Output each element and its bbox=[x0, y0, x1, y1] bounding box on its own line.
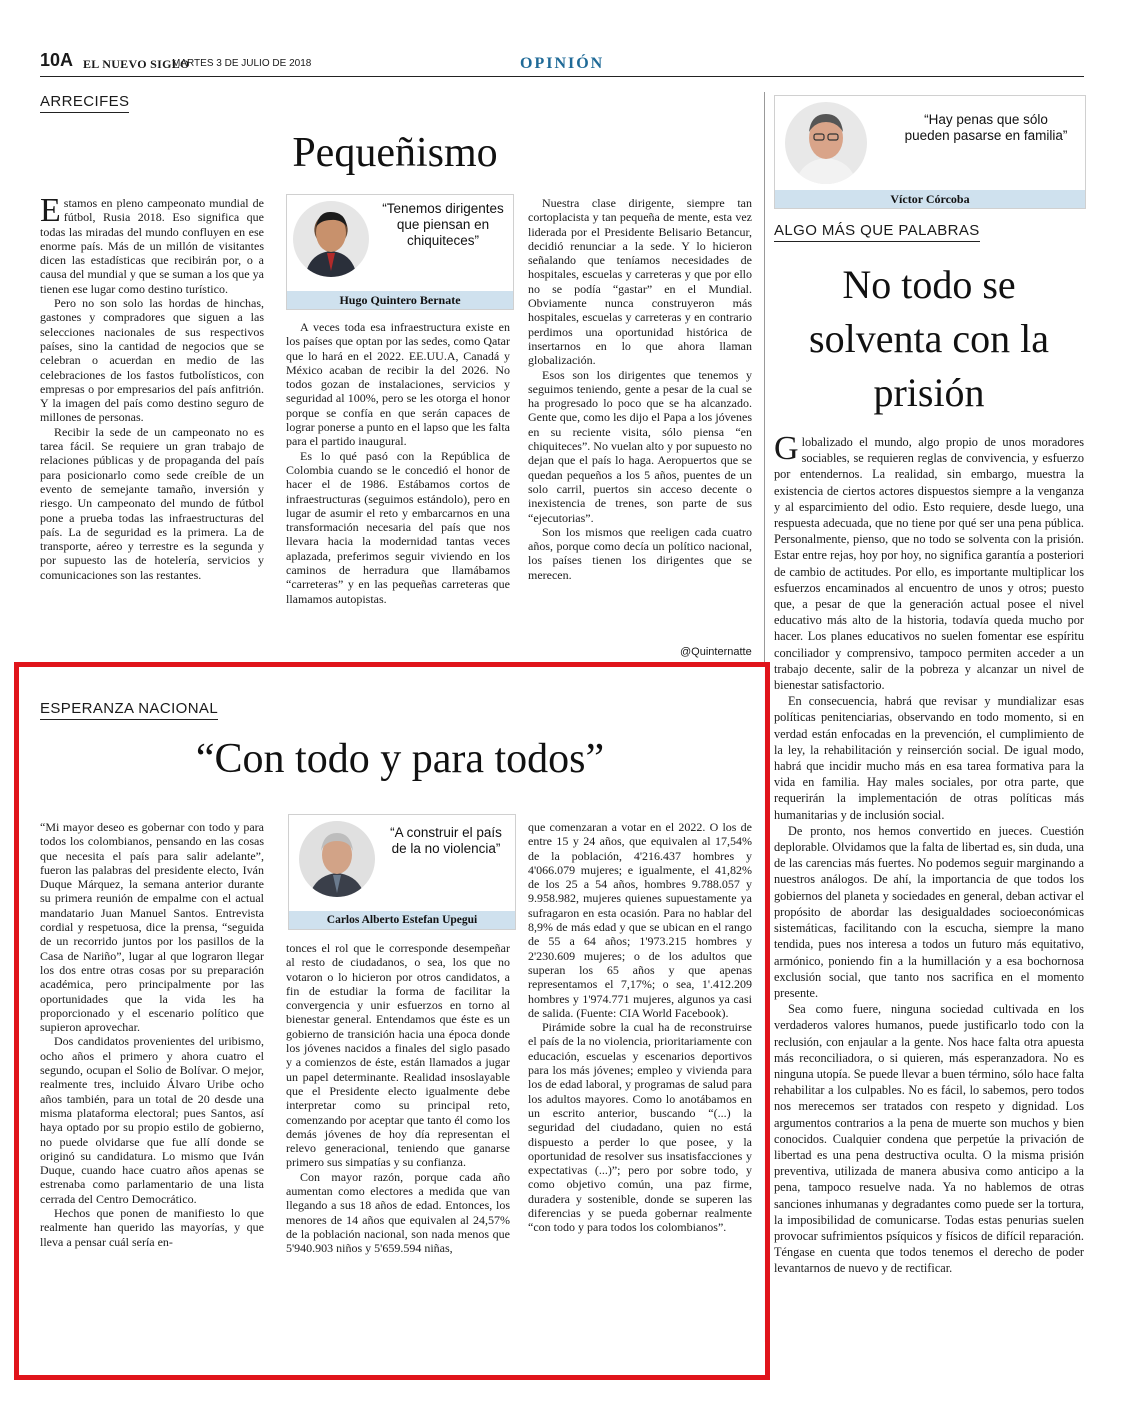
newspaper-name: EL NUEVO SIGLO bbox=[83, 57, 190, 71]
article1-dropcap: E bbox=[40, 196, 61, 229]
article3-col2-p1: tonces el rol que le corresponde desempeñar al resto de ciudadanos, o sea, los que no votaron o lo hicieron por otros candidatos, a fin de estudiar la forma de facilitar la convergencia y unir esfuerzos en torno al bienestar general. Entendamos que éste es un gobierno de transición hacia una época donde los jóvenes nacidos a finales del siglo pasado y a comienzos de éste, están llamados a jugar un papel determinante. Realidad insoslayable que el Presidente electo igualmente debe interpretar como su principal reto, comenzando por aceptar que tanto él como los demás jóvenes de hoy día representan el relevo generacional, teniendo que ganarse primero sus simpatías y su confianza. bbox=[286, 941, 510, 1170]
article1-kicker: ARRECIFES bbox=[40, 93, 129, 113]
header-rule bbox=[40, 76, 1084, 77]
article3-col1-p3: Hechos que ponen de manifiesto lo que realmente han querido las mayorías, y que lleva a pensar cuál sería en- bbox=[40, 1206, 264, 1249]
article3-col2-p2: Con mayor razón, porque cada año aumentan como electores a medida que van llegando a sus 18 años de edad. Entonces, los menores de 14 años que equivalen al 24,57% de la población nacional, son nada menos que 5'940.903 niños y 5'659.594 niñas, bbox=[286, 1169, 510, 1256]
article3-col3-p1: que comenzaran a votar en el 2022. O los de entre 15 y 24 años, que equivalen al 17,54% de la población, 4'216.437 hombres y 4'066.079 mujeres; e igualmente, el 41,82% de los 25 a 54 años, hombres 9.788.057 y 9.958.982, mujeres quienes supuestamente ya sufragaron en esta ocasión. Para no hablar del 8,9% de más edad y que se ubican en el rango de 55 a 64 años; 1'973.215 hombres y 2'230.609 mujeres; o de los adultos que superan los 65 años y que apenas representamos el 7,17%; o sea, 1'.412.209 hombres y 1'974.771 mujeres, algunos ya casi de salida. (Fuente: CIA World Facebook). bbox=[528, 820, 752, 1020]
article2-title-line-3: prisión bbox=[873, 370, 985, 415]
article1-column-1 bbox=[40, 196, 264, 656]
article3-col1-p2: Dos candidatos provenientes del uribismo, ocho años el primero y ahora cuatro el segundo, ocupan el Solio de Bolívar. O mejor, realmente tres, incluido Álvaro Uribe ocho años también, para un total de 20 desde una misma plataforma electoral; pues Santos, así haya optado por su propio estilo de gobierno, no puede olvidarse que fue allí donde se originó su candidatura. Lo mismo que Iván Duque, cuando hace cuatro años apenas se estrenaba como parlamentario de una lista cerrada del Centro Democrático. bbox=[40, 1034, 264, 1206]
article1-quote: “Tenemos dirigentes que piensan en chiquiteces” bbox=[382, 201, 504, 248]
article1-col2-p2: Es lo qué pasó con la República de Colombia cuando se le concedió el honor de hacer el de 1986. Estábamos cortos de infraestructuras (seguimos estándolo), pero en lugar de asumir el reto y embarcarnos en una transformación necesaria del país que nos llevara hacia la modernidad tantas veces aplazada, preferimos seguir viviendo en los caminos de herradura que llamábamos “carreteras” y en las pequeñas carreteras que llamamos autopistas. bbox=[286, 448, 510, 606]
article1-twitter-handle: @Quinternatte bbox=[680, 646, 752, 658]
article2-title-line-1: No todo se bbox=[842, 262, 1016, 307]
article3-column-3 bbox=[528, 820, 752, 1350]
article1-col3-p2: Esos son los dirigentes que tenemos y seguimos teniendo, gente a pesar de la cual se ha progresado lo poco que se ha alcanzado. Gente que, como les dijo el Papa a los jóvenes en su reciente visita, sólo piensa “en chiquiteces”. No vuelan alto y por supuesto no dejan que el país lo haga. Aeropuertos que se quedan pequeños a los 5 años, puentes de un solo carril, puertos sin acceso decente o inexistencia de trenes, son parte de sus “ejecutorias”. bbox=[528, 367, 752, 525]
article3-quote: “A construir el país de la no violencia” bbox=[390, 825, 502, 856]
article2-body bbox=[774, 434, 1084, 1348]
article1-col1-p1: Estamos en pleno campeonato mundial de fútbol, Rusia 2018. Eso significa que todas las miradas del mundo confluyen en ese enorme país. Más de un millón de visitantes dicen las estadísticas que recibirán por, o a causa del mundial y que se suman a los que ya tienen ese lugar como destino turístico. bbox=[40, 196, 264, 296]
article3-col1-p1: “Mi mayor deseo es gobernar con todo y para todos los colombianos, pensando en las cosas que necesita el país para salir adelante”, fueron las palabras del presidente electo, Iván Duque Márquez, la semana anterior durante su primera reunión de empalme con el actual mandatario Juan Manuel Santos. Entrevista cordial y respetuosa, dice la prensa, “seguida de un recorrido juntos por los pasillos de la Casa de Nariño”, lugar al que lograron llegar los dos entre otras cosas por su preparación académica, pero principalmente por las oportunidades que la vida les ha proporcionado y el escenario político que supieron aprovechar. bbox=[40, 820, 264, 1035]
article3-author-box bbox=[288, 814, 516, 930]
article2-p1: Globalizado el mundo, algo propio de unos moradores sociables, se requieren reglas de convivencia, y esfuerzo por entendernos. La realidad, sin embargo, muestra la existencia de ciertos actores dispuestos siempre a la venganza y al esparcimiento del odio. Esto requiere, desde luego, una respuesta adecuada, que no tiene por qué ser una pena pública. Personalmente, pienso, que no todo se solventa con la prisión. Estar entre rejas, hoy por hoy, no significa garantía a posteriori de cambio de actitudes. Por ello, es importante multiplicar los esfuerzos encaminados al encuentro de unos y otros; puesto que, a pesar de que la generación actual posee el nivel educativo más alto de la historia, todavía queda mucho por hacer. Los planes educativos no suelen fomentar ese espíritu conciliador y comprensivo, tampoco permiten acceder a un trabajo decente, salir de la pobreza y alcanzar un nivel de bienestar satisfactorio. bbox=[774, 434, 1084, 693]
article2-p3: De pronto, nos hemos convertido en jueces. Cuestión deplorable. Olvidamos que la falta de libertad es, sin duda, una de las carencias más fuertes. No podemos seguir marginando a nuestros análogos. De ahí, la importancia de que todos los gobiernos del planeta y sociedades en general, deban activar el propósito de abordar las desigualdades socioeconómicas sistemáticas, facilitando con la escucha, siempre la mano tendida, pues nos interesa a todos un futuro más equitativo, armónico, poniendo fin a la humillación y a esa bochornosa exclusión social, que tanto nos sacrifica en el momento presente. bbox=[774, 823, 1084, 1000]
article1-title: Pequeñismo bbox=[292, 130, 498, 176]
article2-author: Víctor Córcoba bbox=[775, 190, 1085, 208]
article3-author: Carlos Alberto Estefan Upegui bbox=[289, 911, 515, 929]
article3-column-1 bbox=[40, 820, 264, 1350]
article3-title: “Con todo y para todos” bbox=[195, 736, 605, 782]
article2-kicker: ALGO MÁS QUE PALABRAS bbox=[774, 222, 980, 242]
article2-author-box bbox=[774, 95, 1086, 209]
article1-col3-p3: Son los mismos que reeligen cada cuatro años, porque como decía un político nacional, los países tienen los dirigentes que se merecen. bbox=[528, 524, 752, 582]
article3-column-2 bbox=[286, 941, 510, 1349]
author-photo-carlos bbox=[299, 821, 375, 897]
article2-title-line-2: solventa con la bbox=[809, 316, 1049, 361]
article2-quote: “Hay penas que sólo pueden pasarse en familia” bbox=[904, 112, 1068, 143]
article1-column-3 bbox=[528, 196, 752, 644]
article3-kicker: ESPERANZA NACIONAL bbox=[40, 700, 218, 720]
article1-col3-p1: Nuestra clase dirigente, siempre tan cortoplacista y tan pequeña de mente, esta vez liderada por el Presidente Belisario Betancur, decidió renunciar a la sede. Y lo hicieron señalando que teníamos necesidades de hospitales, escuelas y carreteras y que por ello no se podía “gastar” en el Mundial. Obviamente nunca construyeron más hospitales, escuelas y carreteras y en contrario perdimos una oportunidad histórica de insertarnos en lo que ahora llaman globalización. bbox=[528, 196, 752, 368]
article1-col1-p2: Pero no son solo las hordas de hinchas, gastones y compradores que siguen a las selecciones nacionales de sus respectivos países, sino la cantidad de negocios que se celebran o acuerdan en medio de las celebraciones de los fastos futbolísticos, con empresas o por empresarios del país anfitrión. Y la imagen del país como destino seguro de millones de personas. bbox=[40, 296, 264, 425]
article2-dropcap: G bbox=[774, 434, 799, 467]
author-photo-hugo bbox=[293, 201, 369, 277]
section-title: OPINIÓN bbox=[520, 55, 605, 72]
article2-p4: Sea como fuere, ninguna sociedad cultivada en los verdaderos valores humanos, puede justificarlo todo con la reclusión, con enjaular a la gente. Nos hace falta otra apuesta más reconciliadora, o si quieren, más esperanzadora. No es ninguna utopía. Se puede llevar a buen término, sólo hace falta rehabilitar a los culpables. No es fácil, lo sabemos, pero todos nos merecemos ser tratados con respeto y dignidad. Los argumentos contrarios a la pena de muerte son muchos y bien conocidos. Cualquier condena que perpetúe la privación de libertad es una pena destructiva oculta. O la misma prisión preventiva, utilizada de manera abusiva como anticipo a la pena, tampoco resuelve nada. Ya no hablemos de otras sanciones inhumanas y degradantes como puede ser la tortura, la imposibilidad de comunicarse. Todas estas penurias suelen provocar sufrimientos psíquicos y físicos de difícil reparación. Téngase en cuenta que todos tenemos el derecho de poder levantarnos de nuevo y de rectificar. bbox=[774, 1002, 1084, 1276]
article2-p2: En consecuencia, habrá que revisar y mundializar esas políticas penitenciarias, observando en todo momento, si en verdad están enfocadas en la prevención, el cumplimiento de la ley, la rehabilitación y reinserción social. De igual modo, habrá que incidir mucho más en esa tarea formativa para la vida en familia. Hay males sociales, por otra parte, que requerirán la implementación de otras políticas más humanitarias y de inclusión social. bbox=[774, 694, 1084, 822]
article1-author: Hugo Quintero Bernate bbox=[287, 291, 513, 309]
author-photo-victor bbox=[785, 102, 867, 184]
date-line: MARTES 3 DE JULIO DE 2018 bbox=[172, 58, 312, 69]
article1-col1-p3: Recibir la sede de un campeonato no es tarea fácil. Se requiere un gran trabajo de relaciones públicas y de propaganda del país para posicionarlo como sede creíble de un evento de semejante tamaño, inversión y riesgo. Un campeonato del mundo de fútbol pone a prueba todas las infraestructuras del país. La de seguridad es la primera. La de transporte, aéreo y terrestre es la segunda y por supuesto las de hotelería, servicios y comunicaciones son las restantes. bbox=[40, 424, 264, 582]
page-number: 10A bbox=[40, 50, 74, 70]
article1-column-2 bbox=[286, 320, 510, 660]
article3-col3-p2: Pirámide sobre la cual ha de reconstruirse el país de la no violencia, prioritariamente con educación, escuelas y escenarios deportivos para los más jóvenes; empleo y vivienda para los de edad laboral, y programas de salud para los adultos mayores. Como lo anotábamos en un escrito anterior, buscando “(...) la seguridad del ciudadano, quien no está dispuesto a perder lo que posee, y la oportunidad de resolver sus insatisfacciones y expectativas (...)”; pero por sobre todo, y como objetivo común, una paz firme, duradera y sostenible, donde se superen las diferencias y se pueda gobernar realmente “con todo y para todos los colombianos”. bbox=[528, 1020, 752, 1235]
article1-author-box bbox=[286, 194, 514, 310]
article2-title bbox=[774, 258, 1084, 420]
article1-col2-p1: A veces toda esa infraestructura existe en los países que optan por las sedes, como Qatar que lo hará en el 2022. EE.UU.A, Canadá y México acaban de recibir la del 2026. No todos gozan de instalaciones, servicios y seguridad al 100%, pero se les otorga el honor porque se confía en que serán capaces de lograr ponerse a punto en el lapso que les falta para el partido inaugural. bbox=[286, 320, 510, 449]
